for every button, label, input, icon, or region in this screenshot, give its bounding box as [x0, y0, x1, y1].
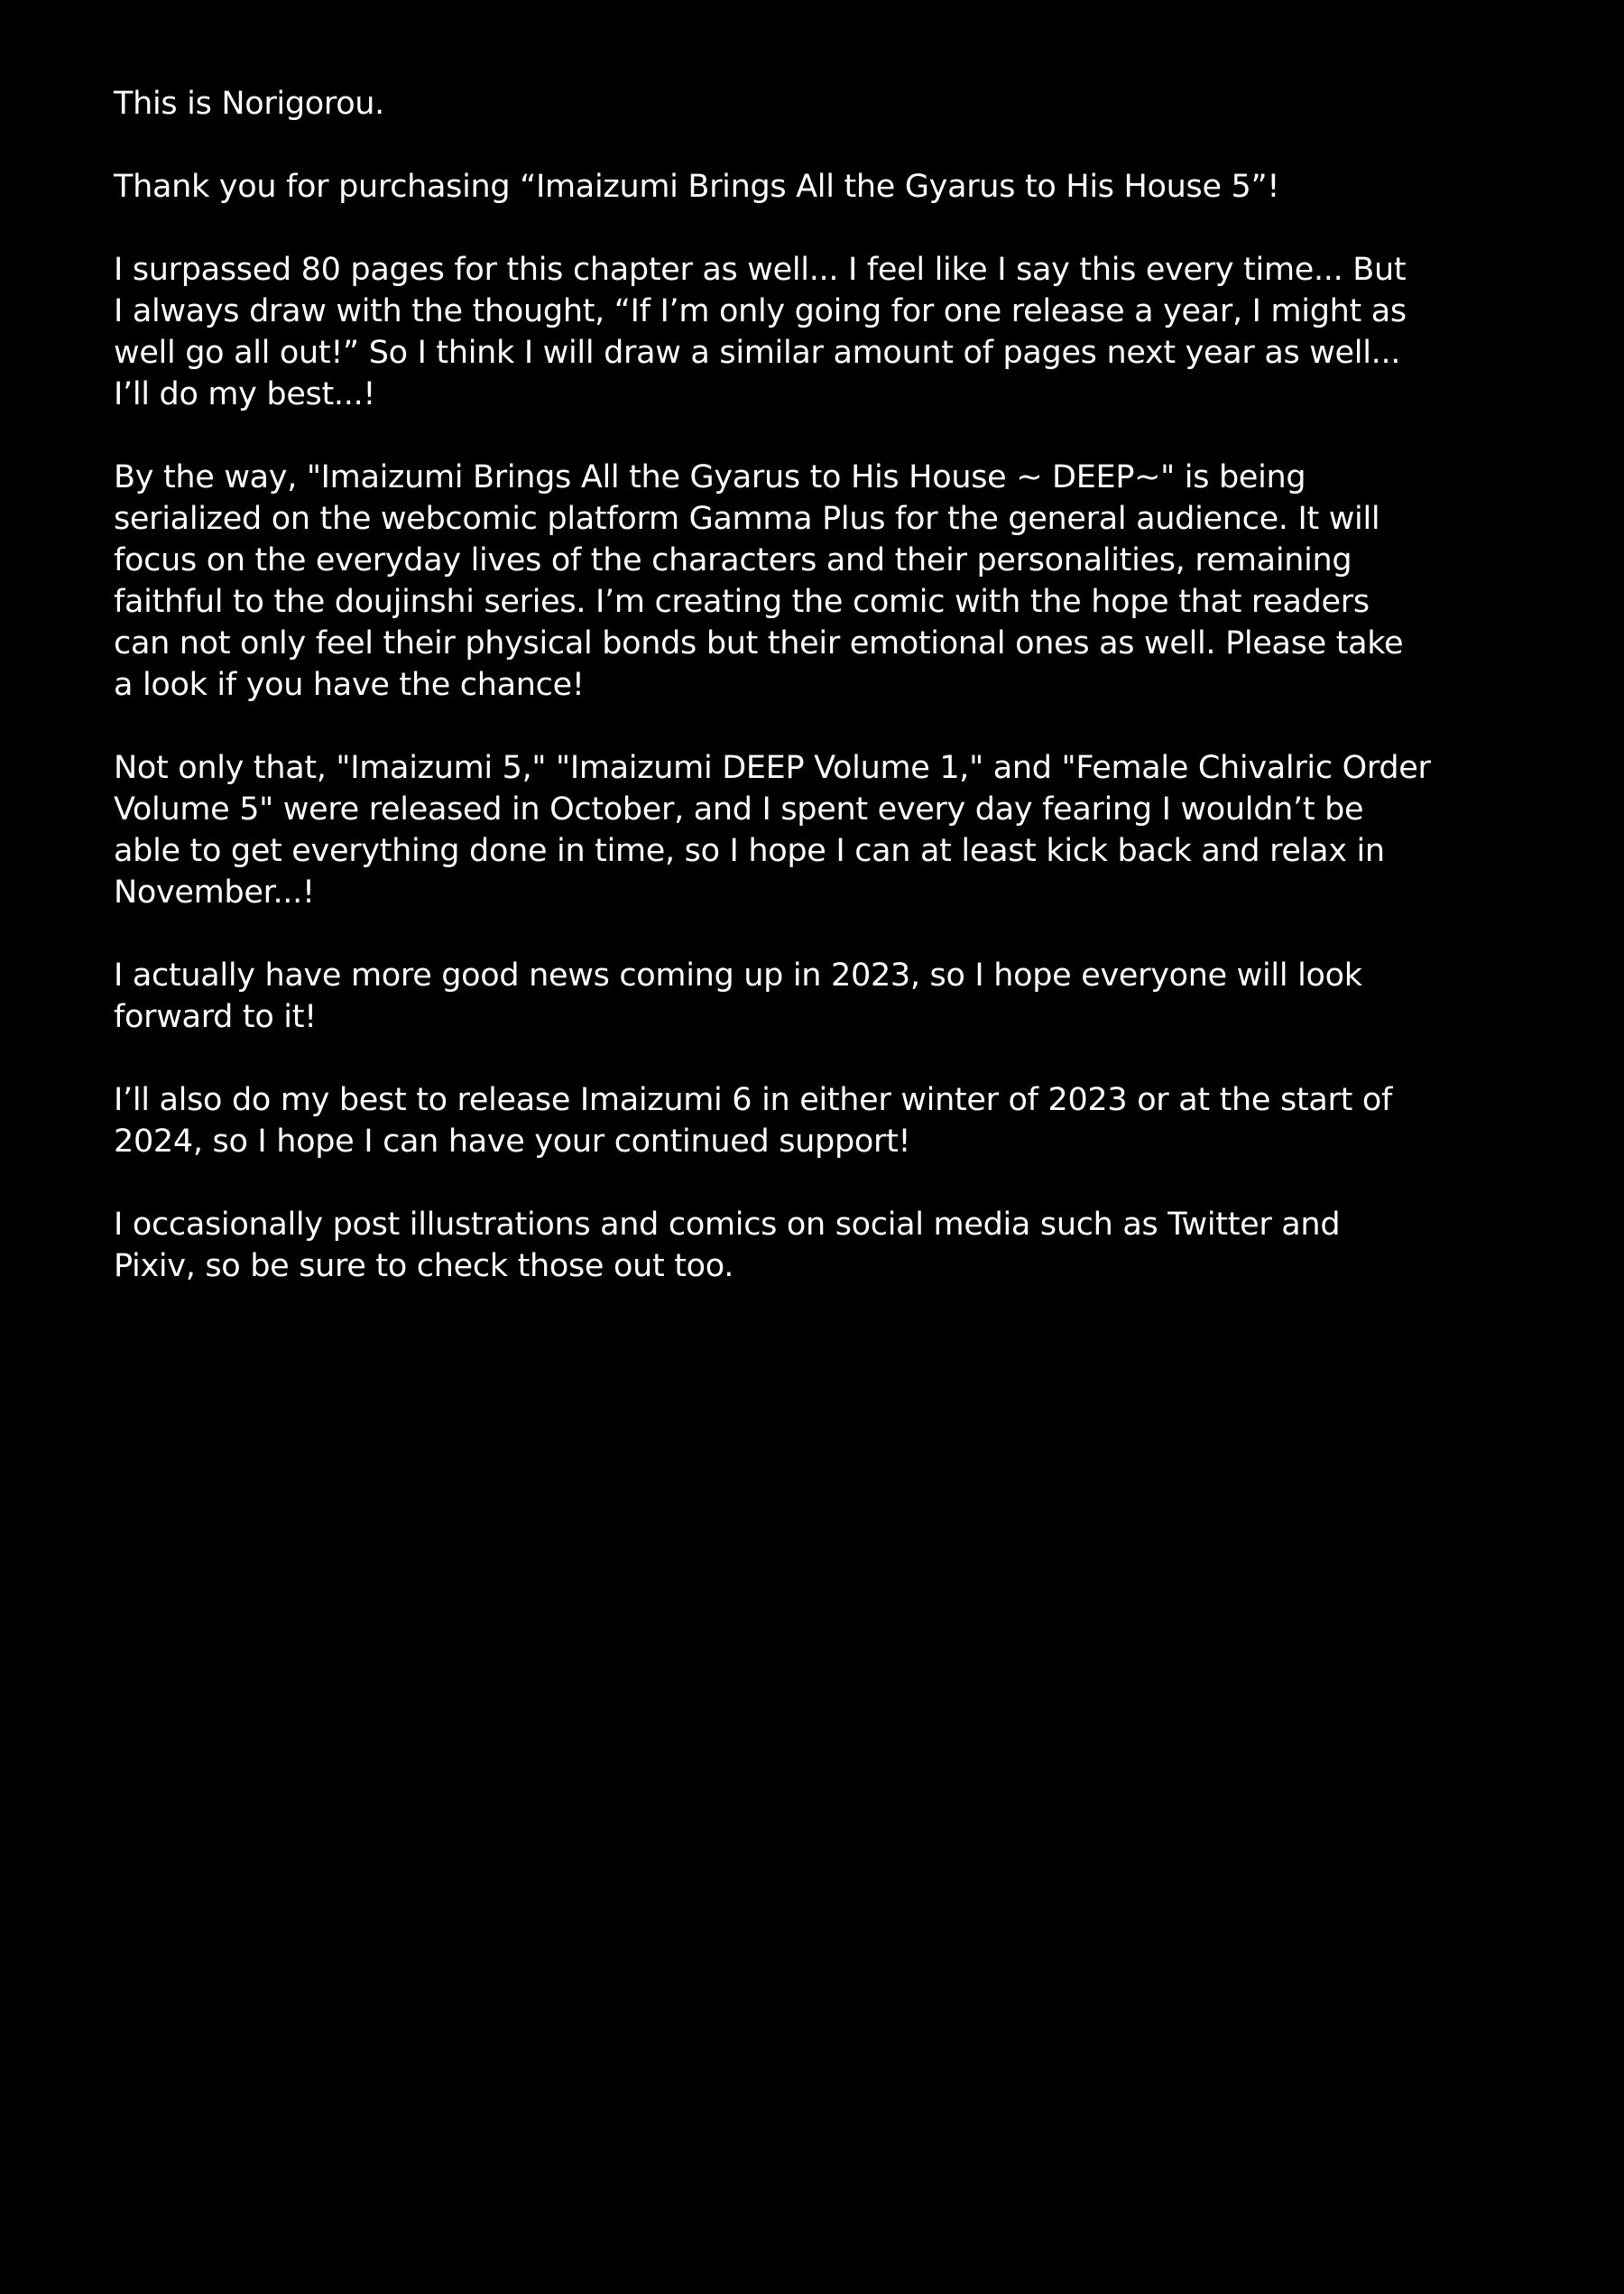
text-line: I’ll do my best...!	[114, 376, 376, 412]
text-line: November...!	[114, 874, 315, 911]
paragraph-greeting	[114, 83, 1557, 125]
paragraph-good-news	[114, 955, 1557, 1038]
text-line: I’ll also do my best to release Imaizumi 6 in either winter of 2023 or at the start of	[114, 1082, 1392, 1118]
text-line: serialized on the webcomic platform Gamma Plus for the general audience. It will	[114, 501, 1380, 537]
paragraph-page-count	[114, 249, 1557, 415]
text-line: Not only that, "Imaizumi 5," "Imaizumi DEEP Volume 1," and "Female Chivalric Order	[114, 750, 1431, 786]
text-line: able to get everything done in time, so I hope I can at least kick back and relax in	[114, 833, 1385, 869]
text-line: I surpassed 80 pages for this chapter as well... I feel like I say this every time... But	[114, 252, 1407, 288]
text-line: I always draw with the thought, “If I’m only going for one release a year, I might as	[114, 293, 1407, 329]
paragraph-serialization	[114, 457, 1557, 706]
text-line: This is Norigorou.	[114, 86, 385, 122]
text-line: well go all out!” So I think I will draw a similar amount of pages next year as well...	[114, 335, 1401, 371]
paragraph-thanks	[114, 166, 1557, 208]
text-line: Thank you for purchasing “Imaizumi Brings All the Gyarus to His House 5”!	[114, 169, 1280, 205]
text-line: faithful to the doujinshi series. I’m creating the comic with the hope that readers	[114, 584, 1370, 620]
paragraph-october-releases	[114, 747, 1557, 913]
text-line: focus on the everyday lives of the characters and their personalities, remaining	[114, 542, 1352, 578]
afterword-text	[114, 83, 1557, 1328]
text-line: By the way, "Imaizumi Brings All the Gyarus to His House ~ DEEP~" is being	[114, 459, 1306, 495]
text-line: can not only feel their physical bonds but their emotional ones as well. Please take	[114, 625, 1404, 661]
text-line: a look if you have the chance!	[114, 667, 585, 703]
text-line: Pixiv, so be sure to check those out too.	[114, 1248, 734, 1284]
text-line: I actually have more good news coming up in 2023, so I hope everyone will look	[114, 957, 1362, 994]
text-line: I occasionally post illustrations and comics on social media such as Twitter and	[114, 1207, 1341, 1243]
paragraph-social-media	[114, 1204, 1557, 1287]
text-line: 2024, so I hope I can have your continued support!	[114, 1124, 911, 1160]
text-line: forward to it!	[114, 999, 317, 1035]
text-line: Volume 5" were released in October, and I spent every day fearing I wouldn’t be	[114, 791, 1364, 828]
paragraph-next-release	[114, 1079, 1557, 1162]
